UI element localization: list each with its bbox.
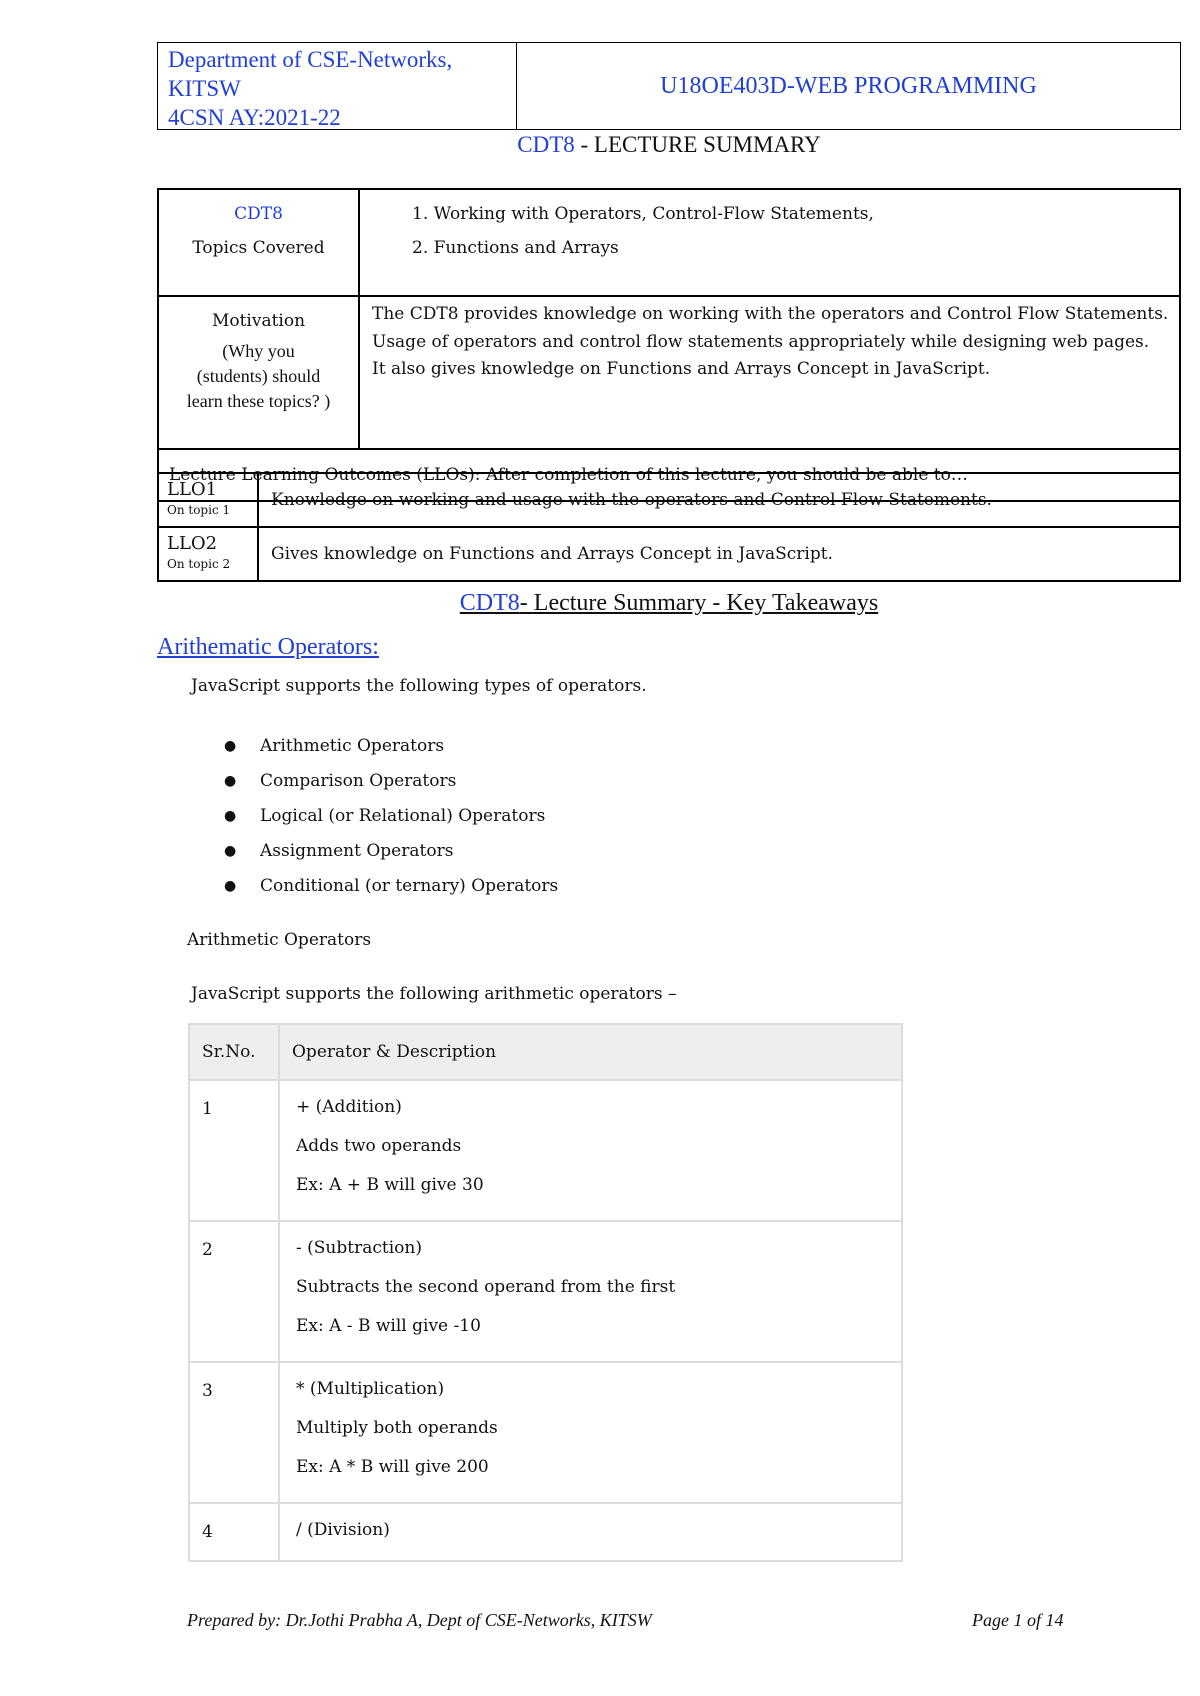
operator-example: Ex: A + B will give 30 bbox=[296, 1175, 484, 1195]
motivation-question-line: (students) should bbox=[196, 366, 321, 386]
motivation-row bbox=[158, 296, 1180, 449]
operator-example: Ex: A * B will give 200 bbox=[296, 1457, 489, 1477]
row-description bbox=[279, 1503, 902, 1561]
motivation-text: It also gives knowledge on Functions and Arrays Concept in JavaScript. bbox=[372, 359, 991, 379]
topics-label: Topics Covered bbox=[192, 238, 325, 258]
row-number: 3 bbox=[189, 1362, 279, 1503]
operators-intro: JavaScript supports the following types of operators. bbox=[191, 676, 647, 696]
motivation-label: Motivation bbox=[211, 311, 306, 331]
bullet-icon: ● bbox=[224, 842, 237, 859]
table-row bbox=[189, 1080, 902, 1221]
bullet-icon: ● bbox=[224, 737, 237, 754]
llo-id: LLO2 bbox=[167, 533, 218, 554]
table-header-row bbox=[189, 1024, 902, 1080]
operator-example: Ex: A - B will give -10 bbox=[296, 1316, 481, 1336]
row-description bbox=[279, 1362, 902, 1503]
operator-types-list bbox=[224, 728, 558, 903]
academic-year: 4CSN AY:2021-22 bbox=[168, 105, 341, 130]
llo-id: LLO1 bbox=[167, 479, 218, 500]
list-item-text: Assignment Operators bbox=[260, 840, 454, 861]
department-info bbox=[158, 43, 517, 129]
arithmetic-label: Arithmetic Operators bbox=[187, 930, 372, 950]
motivation-question-line: learn these topics? ) bbox=[186, 391, 331, 411]
table-row bbox=[189, 1221, 902, 1362]
arithmetic-operators-heading: Arithematic Operators: bbox=[157, 634, 379, 660]
bullet-icon: ● bbox=[224, 877, 237, 894]
list-item-text: Conditional (or ternary) Operators bbox=[260, 875, 559, 896]
motivation-text: The CDT8 provides knowledge on working with the operators and Control Flow Statements. Usage of operators and control flow statements appropriately while designing web pages. bbox=[372, 304, 1169, 352]
row-number: 4 bbox=[189, 1503, 279, 1561]
llo-table bbox=[157, 472, 1181, 582]
row-number: 1 bbox=[189, 1080, 279, 1221]
list-item bbox=[224, 728, 558, 763]
takeaways-text: - Lecture Summary - Key Takeaways bbox=[519, 590, 879, 616]
list-item-text: Arithmetic Operators bbox=[260, 735, 445, 756]
key-takeaways-title bbox=[157, 590, 1181, 617]
column-header: Sr.No. bbox=[189, 1024, 279, 1080]
list-item bbox=[224, 833, 558, 868]
topic-item: 1. Working with Operators, Control-Flow Statements, bbox=[412, 204, 874, 224]
llo-heading: Lecture Learning Outcomes (LLOs): After completion of this lecture, you should be able to… bbox=[158, 449, 1180, 501]
row-description bbox=[279, 1221, 902, 1362]
operator-name: - (Subtraction) bbox=[296, 1238, 422, 1258]
topics-code: CDT8 bbox=[234, 204, 283, 224]
summary-code: CDT8 bbox=[517, 132, 575, 157]
operator-name: * (Multiplication) bbox=[296, 1379, 445, 1399]
summary-title-text: - LECTURE SUMMARY bbox=[574, 132, 821, 157]
row-description bbox=[279, 1080, 902, 1221]
arithmetic-operators-table bbox=[188, 1023, 903, 1562]
operator-desc: Adds two operands bbox=[296, 1136, 462, 1156]
institute-name: KITSW bbox=[168, 76, 241, 101]
list-item bbox=[224, 763, 558, 798]
motivation-label-cell bbox=[158, 296, 359, 449]
footer-page-number: Page 1 of 14 bbox=[972, 1610, 1064, 1630]
table-row bbox=[189, 1503, 902, 1561]
row-number: 2 bbox=[189, 1221, 279, 1362]
llo-text: Gives knowledge on Functions and Arrays Concept in JavaScript. bbox=[258, 527, 1180, 581]
list-item bbox=[224, 868, 558, 903]
takeaways-code: CDT8 bbox=[459, 590, 520, 616]
operator-desc: Multiply both operands bbox=[296, 1418, 498, 1438]
list-item bbox=[224, 798, 558, 833]
operator-name: + (Addition) bbox=[296, 1097, 402, 1117]
topics-table bbox=[157, 188, 1181, 502]
llo-text: Knowledge on working and usage with the operators and Control Flow Statements. bbox=[258, 473, 1180, 527]
bullet-icon: ● bbox=[224, 772, 237, 789]
bullet-icon: ● bbox=[224, 807, 237, 824]
llo-topic: On topic 1 bbox=[167, 503, 231, 517]
column-header: Operator & Description bbox=[279, 1024, 902, 1080]
motivation-text-cell bbox=[359, 296, 1180, 449]
table-row bbox=[189, 1362, 902, 1503]
topics-row bbox=[158, 189, 1180, 296]
department-name: Department of CSE-Networks, bbox=[168, 47, 453, 72]
topics-label-cell bbox=[158, 189, 359, 296]
llo-id-cell bbox=[158, 527, 258, 581]
course-title: U18OE403D-WEB PROGRAMMING bbox=[660, 72, 1037, 99]
llo-row bbox=[158, 473, 1180, 527]
topics-list-cell bbox=[359, 189, 1180, 296]
topic-item: 2. Functions and Arrays bbox=[412, 238, 619, 258]
llo-row bbox=[158, 527, 1180, 581]
operator-name: / (Division) bbox=[296, 1520, 390, 1540]
llo-id-cell bbox=[158, 473, 258, 527]
motivation-question-line: (Why you bbox=[222, 341, 295, 361]
llo-topic: On topic 2 bbox=[167, 557, 231, 571]
list-item-text: Logical (or Relational) Operators bbox=[260, 805, 546, 826]
header-box bbox=[157, 42, 1181, 130]
motivation-question bbox=[160, 339, 357, 414]
arithmetic-intro: JavaScript supports the following arithmetic operators – bbox=[191, 984, 677, 1004]
lecture-summary-title bbox=[157, 132, 1181, 158]
footer-prepared-by: Prepared by: Dr.Jothi Prabha A, Dept of CSE-Networks, KITSW bbox=[187, 1610, 652, 1630]
list-item-text: Comparison Operators bbox=[260, 770, 457, 791]
operator-desc: Subtracts the second operand from the first bbox=[296, 1277, 676, 1297]
